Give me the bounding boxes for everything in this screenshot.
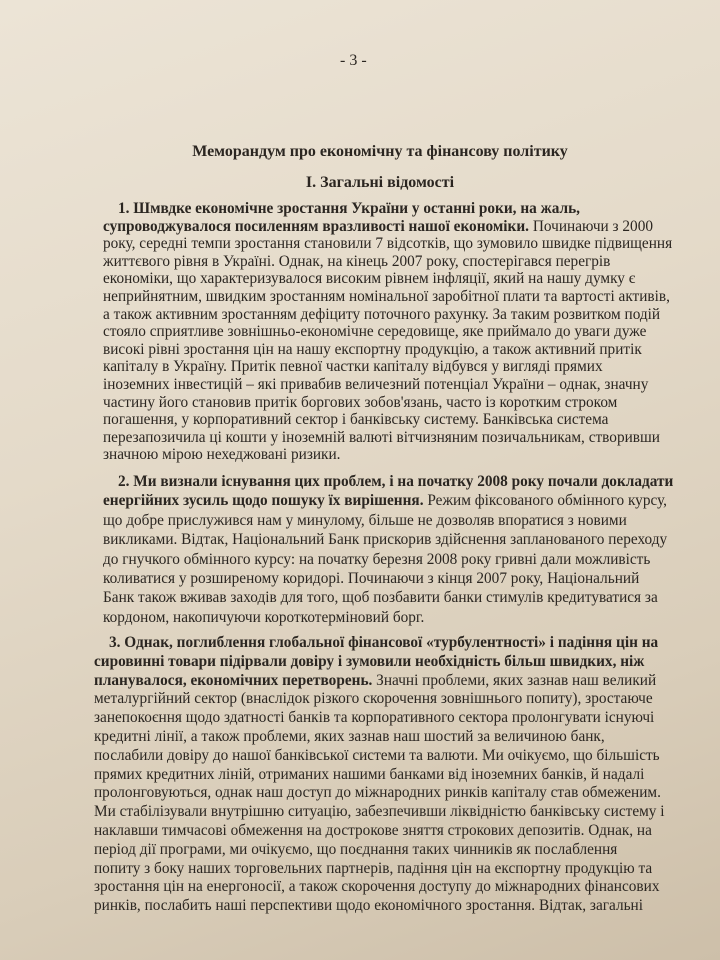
text-line — [94, 728, 665, 747]
bold-text: сировинні товари підірвали довіру і зумовили необхідність більш швидких, ніж — [94, 652, 645, 670]
text-line — [103, 429, 672, 447]
body-text: прямих кредитних ліній, отриманих нашими банками від іноземних банків, й надалі — [94, 765, 645, 783]
text-line — [94, 822, 665, 841]
text-line — [103, 608, 673, 627]
text-line — [103, 588, 673, 607]
text-line — [103, 550, 673, 569]
body-text: період дії програми, ми очікуємо, що поєднання таких чинників як послаблення — [94, 840, 618, 858]
bold-text: енергійних зусиль щодо пошуку їх вирішення. — [103, 492, 424, 510]
text-line — [103, 253, 672, 271]
text-line — [94, 841, 665, 860]
text-line — [94, 709, 665, 728]
text-line — [103, 511, 673, 530]
paragraph-2 — [103, 472, 673, 627]
body-text: життєвого рівня в Україні. Однак, на кінець 2007 року, спостерігався перегрів — [103, 252, 611, 270]
paragraph-1 — [103, 200, 672, 464]
body-text: значною мірою нехеджовані ризики. — [103, 446, 341, 464]
text-line — [103, 270, 672, 288]
text-line — [94, 747, 665, 766]
text-line — [94, 766, 665, 785]
text-line — [94, 803, 665, 822]
text-line — [103, 394, 672, 412]
body-text: високі рівні зростання цін на нашу експортну продукцію, а також активний притік — [103, 340, 642, 358]
text-line — [103, 569, 673, 588]
text-line — [94, 897, 665, 916]
body-text: коливатися у розширеному коридорі. Починаючи з кінця 2007 року, Національний — [103, 570, 640, 588]
text-line — [103, 323, 672, 341]
body-text: Починаючи з 2000 — [529, 217, 653, 235]
body-text: іноземних інвестицій – які привабив величезний потенціал України – однак, значну — [103, 375, 649, 393]
text-line — [103, 358, 672, 376]
section-heading: I. Загальні відомості — [305, 174, 455, 191]
text-line — [103, 288, 672, 306]
bold-text: 1. Шмвдке економічне зростання України у останні роки, на жаль, — [118, 200, 580, 217]
body-text: попиту з боку наших торговельних партнерів, падіння цін на експортну продукцію та — [94, 859, 653, 877]
text-line — [103, 341, 672, 359]
body-text: до гнучкого обмінного курсу: на початку березня 2008 року гривні дали можливість — [103, 550, 651, 568]
body-text: викликами. Відтак, Національний Банк прискорив здійснення запланованого переходу — [103, 531, 668, 549]
body-text: що добре прислужився нам у минулому, більше не дозволяв впоратися з новими — [103, 511, 627, 529]
text-line — [103, 491, 673, 510]
bold-text: супроводжувалося посиленням вразливості нашої економіки. — [103, 217, 529, 235]
body-text: економіки, що характеризувалося високим рівнем інфляції, який на нашу думку є — [103, 270, 636, 288]
text-line — [103, 218, 672, 236]
body-text: Ми стабілізували внутрішню ситуацію, забезпечивши ліквідністю банківську систему і — [94, 803, 665, 821]
body-text: Режим фіксованого обмінного курсу, — [423, 492, 668, 510]
body-text: Банк також вживав заходів для того, щоб позбавити банки стимулів кредитуватися за — [103, 589, 658, 607]
document-title: Меморандум про економічну та фінансову політику — [192, 143, 568, 160]
body-text: зростання цін на енергоносії, а також скорочення доступу до міжнародних фінансових — [94, 878, 660, 896]
text-line — [94, 860, 665, 879]
text-line — [94, 634, 665, 653]
body-text: стояло сприятливе зовнішньо-економічне середовище, яке приймало до уваги дуже — [103, 323, 647, 341]
text-line — [103, 200, 672, 218]
text-line — [103, 235, 672, 253]
body-text: перезапозичила ці кошти у іноземній валюті вітчизняним позичальникам, створивши — [103, 428, 660, 446]
body-text: частину його становив притік боргових зобов'язань, часто із коротким строком — [103, 393, 618, 411]
body-text: а також активним зростанням дефіциту поточного рахунку. За таким розвитком подій — [103, 305, 661, 323]
bold-text: планувалося, економічних перетворень. — [94, 671, 373, 689]
bold-text: 2. Ми визнали існування цих проблем, і на початку 2008 року почали докладати — [118, 473, 674, 490]
text-line — [103, 472, 673, 491]
body-text: наклавши тимчасові обмеження на дострокове зняття строкових депозитів. Однак, на — [94, 821, 652, 839]
text-line — [94, 672, 665, 691]
body-text: кредитні лінії, а також проблеми, яких зазнав наш шостий за величиною банк, — [94, 727, 605, 745]
text-line — [103, 376, 672, 394]
body-text: пролонговуються, однак наш доступ до міжнародних ринків капіталу став обмеженим. — [94, 784, 661, 802]
text-line — [94, 878, 665, 897]
body-text: року, середні темпи зростання становили 7 відсотків, що зумовило швидке підвищення — [103, 235, 673, 253]
body-text: металургійний сектор (внаслідок різкого скорочення зовнішнього попиту), зростаюче — [94, 690, 653, 708]
text-line — [94, 690, 665, 709]
body-text: кордоном, накопичуючи короткотерміновий борг. — [103, 608, 425, 626]
text-line — [94, 653, 665, 672]
body-text: неприйнятним, швидким зростанням номінальної заробітної плати та вартості активів, — [103, 287, 670, 305]
body-text: ринків, послабить наші перспективи щодо економічного зростання. Відтак, загальні — [94, 897, 643, 915]
body-text: Значні проблеми, яких зазнав наш великий — [372, 671, 657, 689]
text-line — [94, 784, 665, 803]
text-line — [103, 306, 672, 324]
body-text: капіталу в Україну. Притік певної частки капіталу відбувся у вигляді прямих — [103, 358, 603, 376]
body-text: занепокоєння щодо здатності банків та корпоративного сектора пролонгувати існуючі — [94, 709, 655, 727]
bold-text: 3. Однак, поглиблення глобальної фінансової «турбулентності» і падіння цін на — [109, 634, 659, 651]
text-line — [103, 411, 672, 429]
body-text: погашення, у корпоративний сектор і банківську систему. Банківська система — [103, 411, 609, 429]
page-number: - 3 - — [340, 52, 367, 69]
body-text: послабили довіру до нашої банківської системи та валюти. Ми очікуємо, що більшість — [94, 746, 660, 764]
text-line — [103, 530, 673, 549]
text-line — [103, 446, 672, 464]
paragraph-3 — [94, 634, 665, 916]
